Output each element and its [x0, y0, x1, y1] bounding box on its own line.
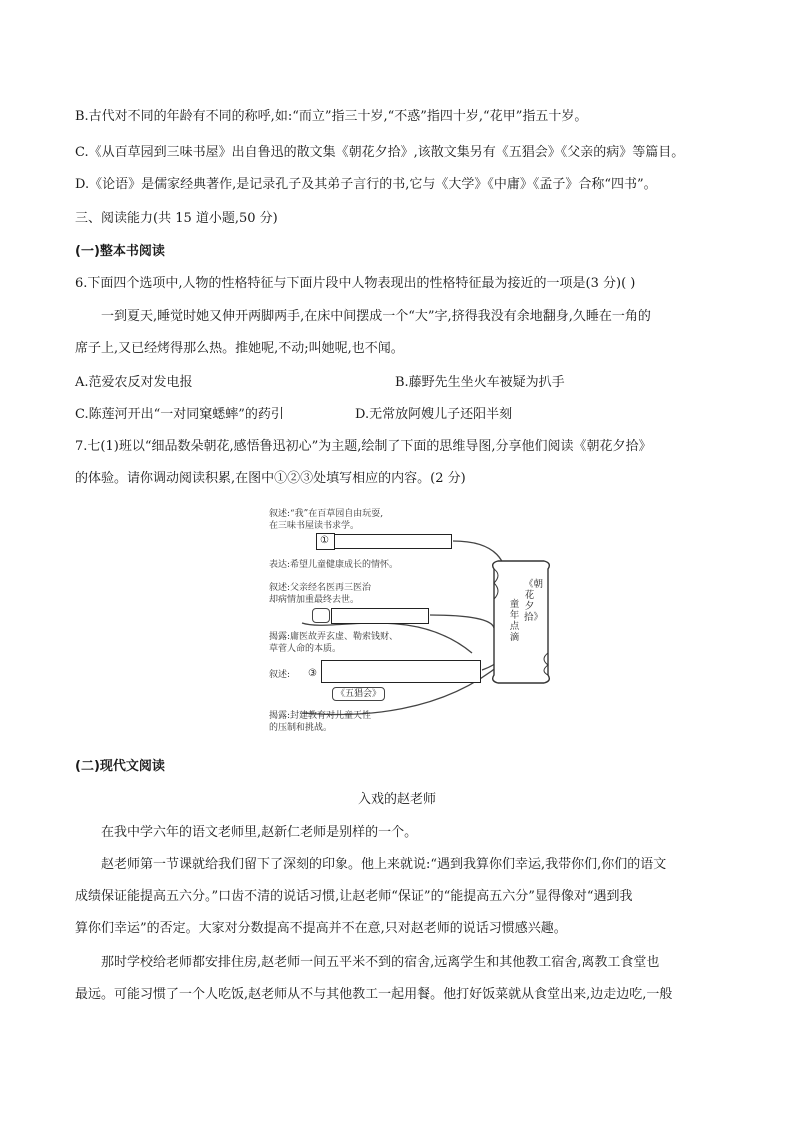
node3-narration: 叙述:: [269, 670, 291, 680]
q6-passage-line1: 一到夏天,睡觉时她又伸开两脚两手,在床中间摆成一个“大”字,挤得我没有余地翻身,久睡在一角的: [101, 309, 651, 324]
node2-narration-1: 叙述:父亲经名医再三医治: [269, 583, 372, 593]
option-c-prev: C.《从百草园到三味书屋》出自鲁迅的散文集《朝花夕拾》,该散文集另有《五猖会》《父亲的病》等篇目。: [75, 145, 685, 160]
blank-2-box[interactable]: [331, 608, 429, 624]
part1-title: (一)整本书阅读: [75, 244, 165, 259]
node1-narration-2: 在三味书屋读书求学。: [269, 521, 360, 531]
node3-reveal-1: 揭露:封建教育对儿童天性: [269, 711, 372, 721]
q6-stem: 6.下面四个选项中,人物的性格特征与下面片段中人物表现出的性格特征最为接近的一项是(3 分)( ): [75, 276, 636, 291]
section-title: 三、阅读能力(共 15 道小题,50 分): [75, 211, 278, 226]
node2-reveal-2: 草菅人命的本质。: [269, 644, 342, 654]
part2-title: (二)现代文阅读: [75, 759, 165, 774]
option-d-prev: D.《论语》是儒家经典著作,是记录孔子及其弟子言行的书,它与《大学》《中庸》《孟子》合称“四书”。: [75, 177, 657, 192]
q6-option-c: C.陈莲河开出“一对同窠蟋蟀”的药引: [75, 407, 284, 422]
option-b-prev: B.古代对不同的年龄有不同的称呼,如:“而立”指三十岁,“不惑”指四十岁,“花甲”指五十岁。: [75, 109, 588, 124]
scroll-subtitle: 童年点滴: [509, 599, 520, 643]
scroll-title: 《朝花夕拾》: [524, 579, 544, 623]
connector-2: [430, 615, 494, 628]
q6-option-d: D.无常放阿嫂儿子还阳半刻: [355, 407, 513, 422]
article-p3-line1: 那时学校给老师都安排住房,赵老师一间五平米不到的宿舍,远离学生和其他教工宿舍,离教工食堂也: [101, 955, 660, 970]
node1-narration-1: 叙述:“我”在百草园自由玩耍,: [269, 509, 384, 519]
node3-book-label: 《五猖会》: [332, 687, 385, 701]
marker-3: ③: [308, 668, 317, 679]
q7-stem-line1: 7.七(1)班以“细品数朵朝花,感悟鲁迅初心”为主题,绘制了下面的思维导图,分享他们阅读《朝花夕拾》: [75, 439, 652, 454]
article-p2-line2: 成绩保证能提高五六分。”口齿不清的说话习惯,让赵老师“保证”的“能提高五六分”显得像对“遇到我: [75, 889, 633, 904]
node2-reveal-1: 揭露:庸医故弄玄虚、勒索钱财、: [269, 632, 399, 642]
blank-3-box[interactable]: [321, 660, 481, 683]
q6-option-a: A.范爱农反对发电报: [75, 375, 193, 390]
article-title: 入戏的赵老师: [357, 792, 436, 807]
marker-2-frame: [312, 608, 330, 623]
node3-reveal-2: 的压制和挑战。: [269, 723, 333, 733]
marker-1: ①: [320, 535, 329, 546]
marker-1-frame: [316, 533, 335, 550]
node1-expression: 表达:希望儿童健康成长的情怀。: [269, 560, 399, 570]
q6-option-b: B.藤野先生坐火车被疑为扒手: [395, 375, 565, 390]
mind-map: [262, 503, 552, 743]
q6-passage-line2: 席子上,又已经烤得那么热。推她呢,不动;叫她呢,也不闻。: [75, 341, 404, 356]
article-p2-line1: 赵老师第一节课就给我们留下了深刻的印象。他上来就说:“遇到我算你们幸运,我带你们,你们的语文: [101, 857, 667, 872]
q7-stem-line2: 的体验。请你调动阅读积累,在图中①②③处填写相应的内容。(2 分): [75, 471, 466, 486]
node2-narration-2: 却病情加重最终去世。: [269, 595, 360, 605]
article-p2-line3: 算你们幸运”的否定。大家对分数提高不提高并不在意,只对赵老师的说话习惯感兴趣。: [75, 921, 567, 936]
blank-1-box[interactable]: [334, 534, 452, 549]
article-p1: 在我中学六年的语文老师里,赵新仁老师是别样的一个。: [101, 825, 418, 840]
article-p3-line2: 最远。可能习惯了一个人吃饭,赵老师从不与其他教工一起用餐。他打好饭菜就从食堂出来,边走边吃,一般: [75, 987, 673, 1002]
